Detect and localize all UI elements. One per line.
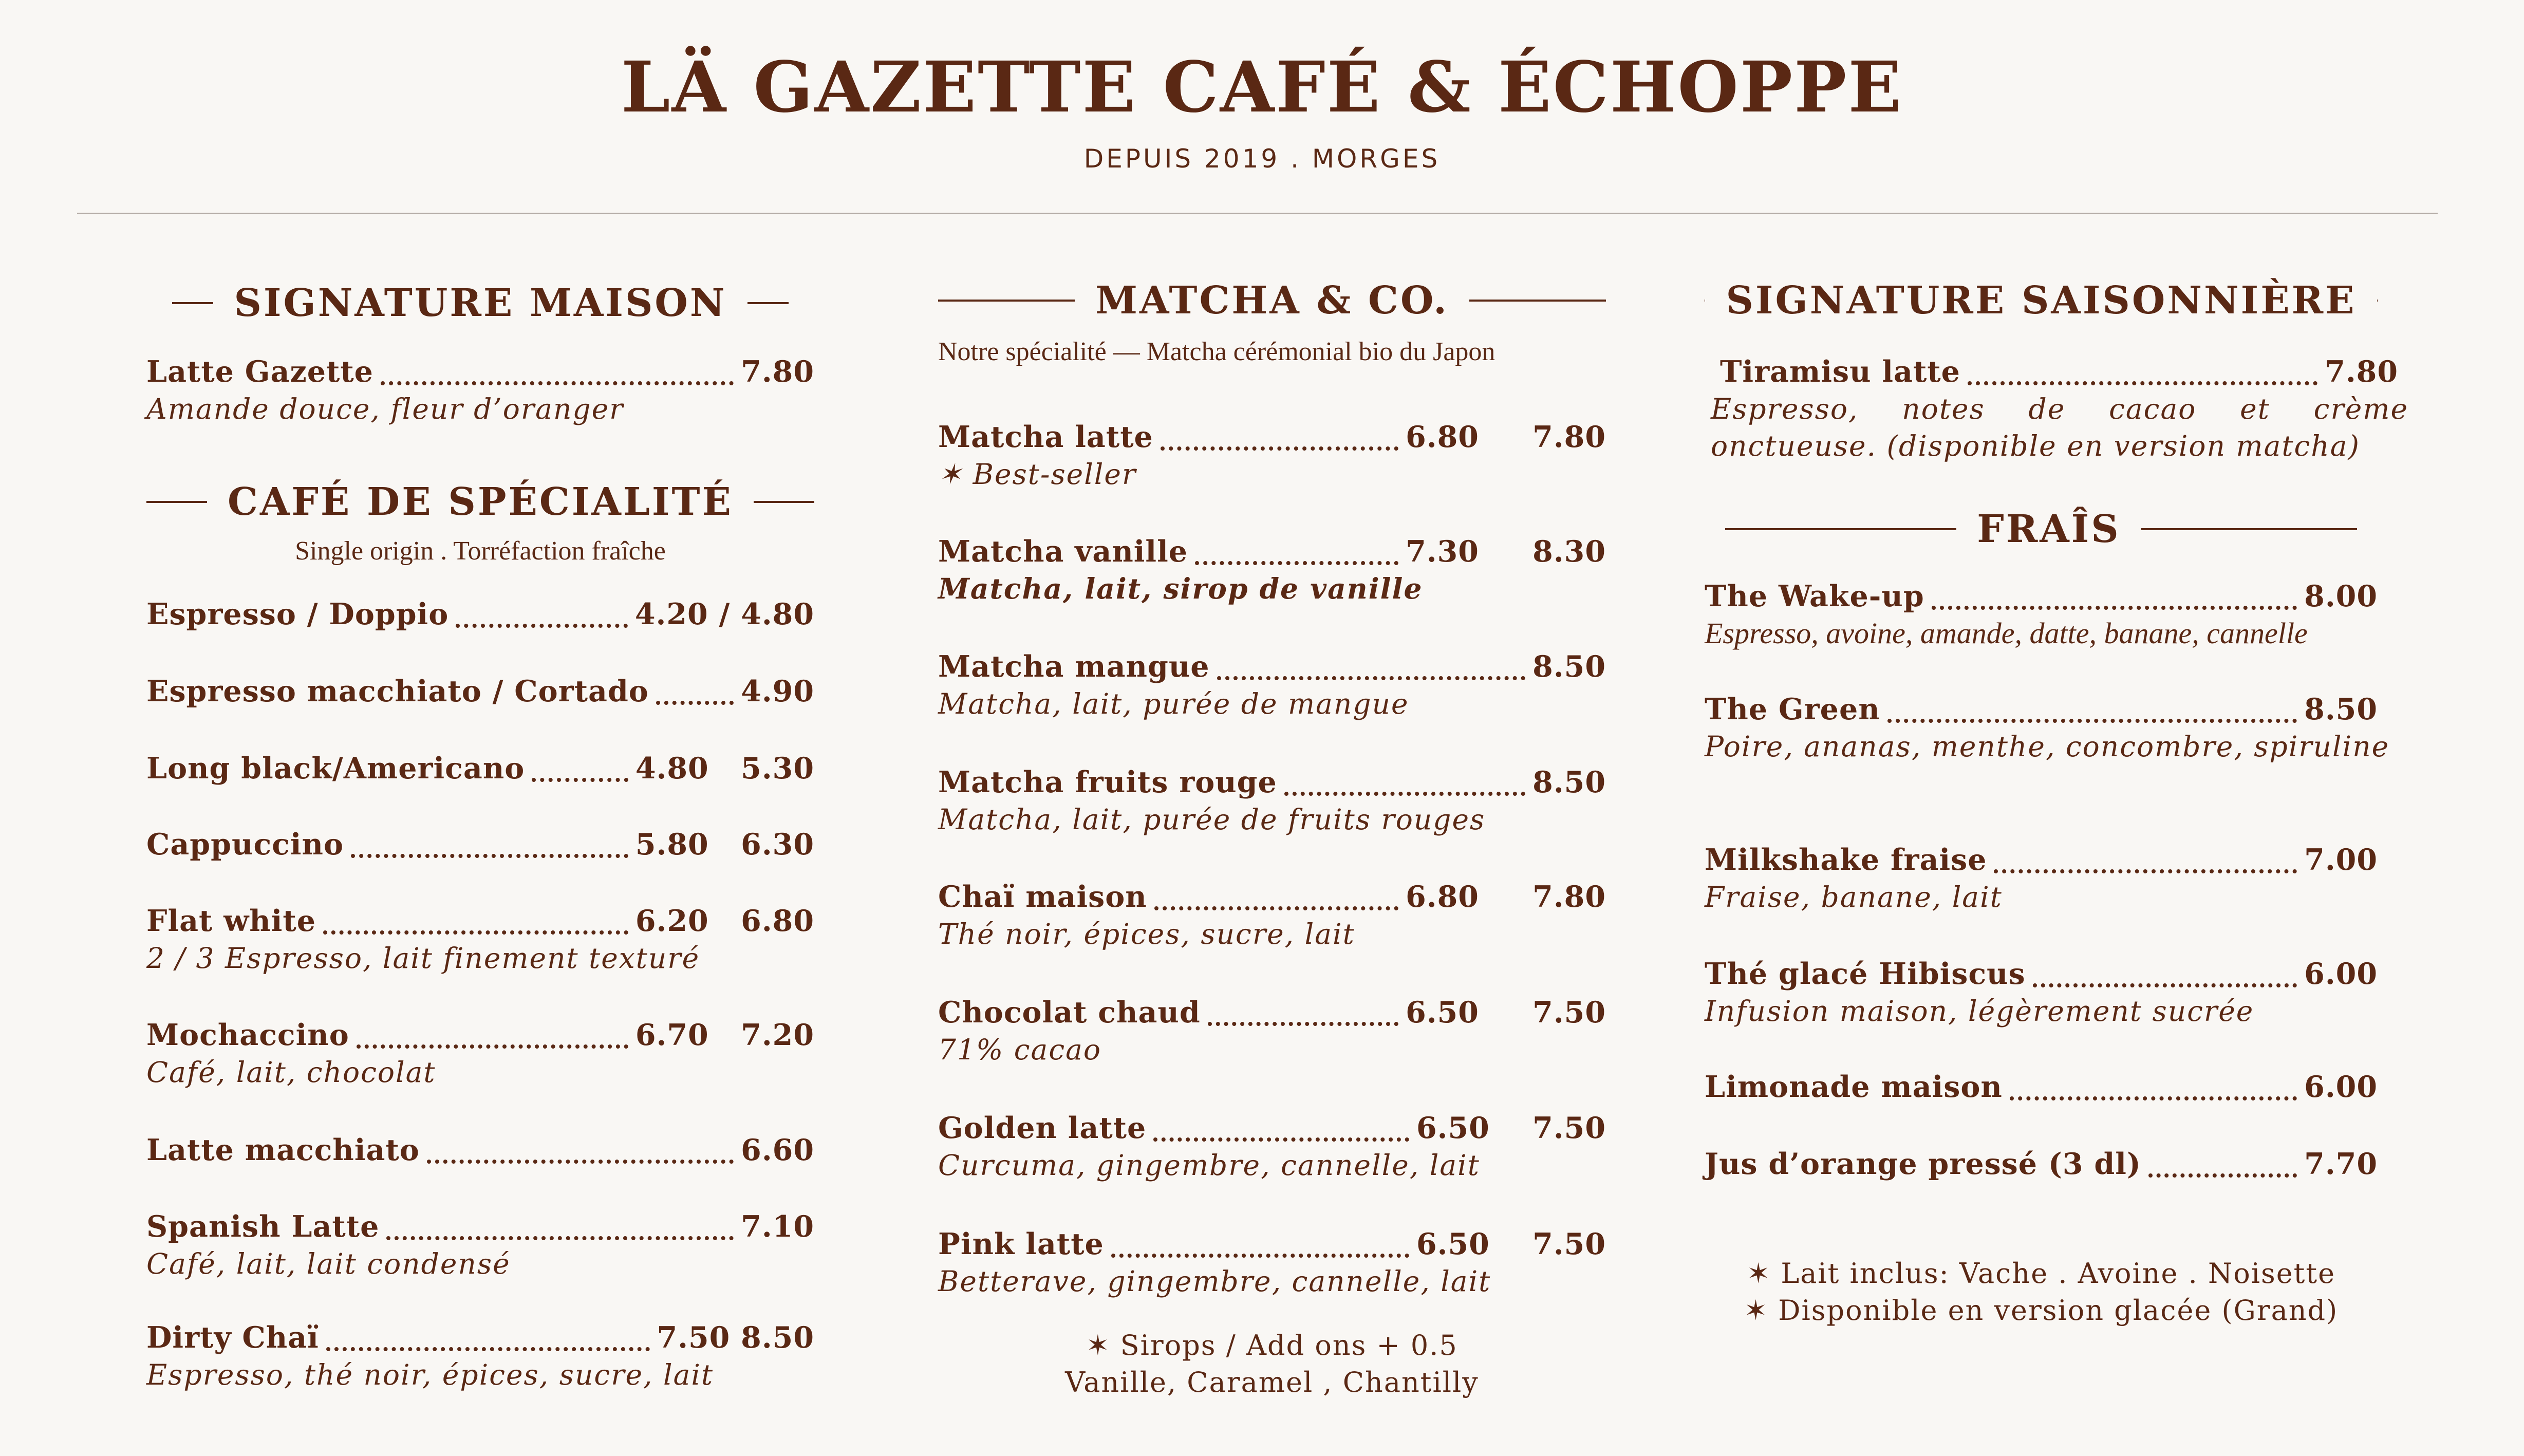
menu-item xyxy=(146,353,814,427)
item-price: 6.80 7.80 xyxy=(1406,420,1606,454)
section-title: MATCHA & CO. xyxy=(1095,278,1449,323)
menu-item xyxy=(146,1319,814,1393)
section-heading-frais xyxy=(1705,506,2378,552)
item-description: Thé noir, épices, sucre, lait xyxy=(938,918,1355,950)
milk-note-line: ✶ Disponible en version glacée (Grand) xyxy=(1744,1294,2339,1327)
item-description: 71% cacao xyxy=(938,1033,1102,1066)
heading-rule xyxy=(146,501,207,503)
menu-item xyxy=(938,419,1606,493)
item-name: Latte macchiato xyxy=(146,1133,420,1167)
leader-dots xyxy=(1153,1137,1409,1142)
heading-rule xyxy=(938,300,1075,302)
item-name: Pink latte xyxy=(938,1227,1104,1261)
leader-dots xyxy=(656,701,734,705)
item-name: Long black/Americano xyxy=(146,751,525,786)
item-description: 2 / 3 Espresso, lait finement texturé xyxy=(146,942,700,975)
item-name: The Wake-up xyxy=(1705,579,1924,613)
menu-item xyxy=(1705,842,2378,916)
item-description: Espresso, thé noir, épices, sucre, lait xyxy=(146,1358,714,1391)
menu-item xyxy=(146,596,814,633)
item-name: Espresso macchiato / Cortado xyxy=(146,674,649,708)
menu-item xyxy=(146,903,814,977)
header-divider xyxy=(77,213,2438,214)
item-price: 5.80 6.30 xyxy=(635,827,814,862)
milk-note-line: ✶ Lait inclus: Vache . Avoine . Noisette xyxy=(1746,1257,2336,1290)
item-price: 6.50 7.50 xyxy=(1416,1227,1606,1261)
menu-item xyxy=(1720,353,2398,390)
leader-dots xyxy=(381,381,734,385)
menu-item xyxy=(1705,691,2378,728)
leader-dots xyxy=(1887,719,2297,723)
item-name: Matcha fruits rouge xyxy=(938,765,1277,799)
item-name: The Green xyxy=(1705,692,1880,726)
menu-item xyxy=(938,879,1606,953)
item-price: 7.30 8.30 xyxy=(1406,534,1606,569)
section-heading-cafe-specialite xyxy=(146,479,814,525)
section-title: FRAÎS xyxy=(1977,507,2121,551)
item-name: Golden latte xyxy=(938,1111,1147,1145)
leader-dots xyxy=(1932,606,2297,610)
item-price: 4.20 / 4.80 xyxy=(634,597,814,631)
leader-dots xyxy=(1284,792,1525,796)
menu-item xyxy=(938,533,1606,607)
section-note: Notre spécialité — Matcha cérémonial bio du Japon xyxy=(938,337,1495,366)
item-name: Chocolat chaud xyxy=(938,995,1201,1030)
heading-rule xyxy=(747,302,789,304)
leader-dots xyxy=(1195,561,1398,565)
item-description: Fraise, banane, lait xyxy=(1705,881,2003,913)
item-description: Matcha, lait, sirop de vanille xyxy=(938,572,1423,605)
item-price: 7.70 xyxy=(2304,1147,2378,1181)
heading-rule xyxy=(1725,528,1956,530)
menu-item xyxy=(146,1132,814,1169)
item-description: Amande douce, fleur d’oranger xyxy=(146,393,624,425)
heading-rule xyxy=(754,501,814,503)
item-description: Curcuma, gingembre, cannelle, lait xyxy=(938,1149,1480,1182)
item-price: 7.50 8.50 xyxy=(657,1320,814,1355)
menu-item xyxy=(938,1110,1606,1184)
section-heading-matcha xyxy=(938,277,1606,324)
heading-rule xyxy=(2141,528,2357,530)
item-price: 6.00 xyxy=(2304,1070,2378,1104)
menu-item xyxy=(938,1226,1606,1300)
leader-dots xyxy=(1111,1254,1409,1258)
addons-line: ✶ Sirops / Add ons + 0.5 xyxy=(1086,1329,1458,1361)
item-description: Poire, ananas, menthe, concombre, spiruline xyxy=(1705,730,2390,763)
item-description: Café, lait, chocolat xyxy=(146,1056,436,1089)
menu-item xyxy=(146,750,814,787)
item-price: 7.80 xyxy=(741,354,814,389)
section-heading-signature-maison xyxy=(146,280,814,326)
item-name: Matcha mangue xyxy=(938,649,1210,684)
leader-dots xyxy=(427,1160,734,1164)
item-price: 7.10 xyxy=(741,1209,814,1244)
leader-dots xyxy=(323,930,628,935)
item-description: Café, lait, lait condensé xyxy=(146,1247,511,1280)
item-description: Espresso, notes de cacao et crème onctueuse. (disponible en version matcha) xyxy=(1711,393,2408,462)
leader-dots xyxy=(1994,869,2297,873)
item-name: Tiramisu latte xyxy=(1720,354,1960,389)
item-description: Matcha, lait, purée de mangue xyxy=(938,687,1409,720)
addons-note xyxy=(938,1327,1606,1401)
item-name: Cappuccino xyxy=(146,827,344,862)
section-heading-signature-saisonniere xyxy=(1705,277,2378,324)
item-price: 6.50 7.50 xyxy=(1406,995,1606,1030)
item-description: Espresso, avoine, amande, datte, banane, cannelle xyxy=(1705,617,2308,650)
section-title: SIGNATURE MAISON xyxy=(234,281,727,325)
leader-dots xyxy=(1154,906,1398,910)
item-price: 8.50 xyxy=(1532,765,1606,799)
section-note: Single origin . Torréfaction fraîche xyxy=(295,536,666,566)
heading-rule xyxy=(2377,300,2378,302)
item-name: Matcha vanille xyxy=(938,534,1188,569)
item-name: Flat white xyxy=(146,904,316,938)
item-price: 7.80 xyxy=(2325,354,2398,389)
item-name: Spanish Latte xyxy=(146,1209,380,1244)
menu-title: LÄ GAZETTE CAFÉ & ÉCHOPPE xyxy=(621,46,1903,128)
leader-dots xyxy=(1161,446,1398,451)
leader-dots xyxy=(386,1236,734,1240)
item-description: Betterave, gingembre, cannelle, lait xyxy=(938,1265,1491,1298)
leader-dots xyxy=(2033,983,2297,987)
menu-item xyxy=(1705,1069,2378,1106)
item-price: 8.00 xyxy=(2304,579,2378,613)
menu-item xyxy=(146,826,814,863)
item-name: Milkshake fraise xyxy=(1705,843,1987,877)
item-description: ✶ Best-seller xyxy=(938,458,1137,491)
leader-dots xyxy=(2148,1173,2297,1178)
leader-dots xyxy=(456,624,628,628)
item-price: 4.80 5.30 xyxy=(635,751,814,786)
item-name: Latte Gazette xyxy=(146,354,373,389)
menu-item xyxy=(1705,1146,2378,1183)
addons-line: Vanille, Caramel , Chantilly xyxy=(1065,1366,1479,1398)
item-name: Chaï maison xyxy=(938,880,1147,914)
item-price: 4.90 xyxy=(741,674,814,708)
item-price: 7.00 xyxy=(2304,843,2378,877)
item-price: 6.60 xyxy=(741,1133,814,1167)
section-title: CAFÉ DE SPÉCIALITÉ xyxy=(228,480,733,524)
leader-dots xyxy=(1968,381,2317,385)
leader-dots xyxy=(351,854,628,858)
menu-item xyxy=(938,994,1606,1068)
item-price: 6.80 7.80 xyxy=(1406,880,1606,914)
leader-dots xyxy=(1217,676,1526,680)
menu-item xyxy=(1705,578,2378,652)
item-price: 6.70 7.20 xyxy=(635,1018,814,1052)
menu-subtitle: DEPUIS 2019 . MORGES xyxy=(1083,144,1441,174)
heading-rule xyxy=(172,302,213,304)
section-title: SIGNATURE SAISONNIÈRE xyxy=(1726,278,2357,323)
item-name: Dirty Chaï xyxy=(146,1320,319,1355)
menu-item xyxy=(1705,956,2378,1030)
item-name: Thé glacé Hibiscus xyxy=(1705,957,2026,991)
heading-rule xyxy=(1469,300,1606,302)
leader-dots xyxy=(1208,1022,1398,1026)
item-name: Mochaccino xyxy=(146,1018,349,1052)
item-name: Matcha latte xyxy=(938,420,1153,454)
item-description: Matcha, lait, purée de fruits rouges xyxy=(938,803,1486,836)
leader-dots xyxy=(326,1347,650,1351)
leader-dots xyxy=(357,1044,628,1049)
menu-item xyxy=(938,764,1606,838)
menu-item xyxy=(146,1017,814,1091)
item-price: 8.50 xyxy=(1532,649,1606,684)
menu-item xyxy=(938,648,1606,722)
item-name: Espresso / Doppio xyxy=(146,597,449,631)
menu-item xyxy=(146,1208,814,1282)
leader-dots xyxy=(532,778,628,782)
item-description: Infusion maison, légèrement sucrée xyxy=(1705,995,2254,1028)
leader-dots xyxy=(2010,1096,2297,1100)
item-name: Jus d’orange pressé (3 dl) xyxy=(1705,1147,2141,1181)
milk-notes xyxy=(1705,1255,2378,1329)
item-price: 6.00 xyxy=(2304,957,2378,991)
menu-item xyxy=(146,673,814,710)
item-price: 8.50 xyxy=(2304,692,2378,726)
item-price: 6.20 6.80 xyxy=(635,904,814,938)
item-name: Limonade maison xyxy=(1705,1070,2003,1104)
item-price: 6.50 7.50 xyxy=(1416,1111,1606,1145)
